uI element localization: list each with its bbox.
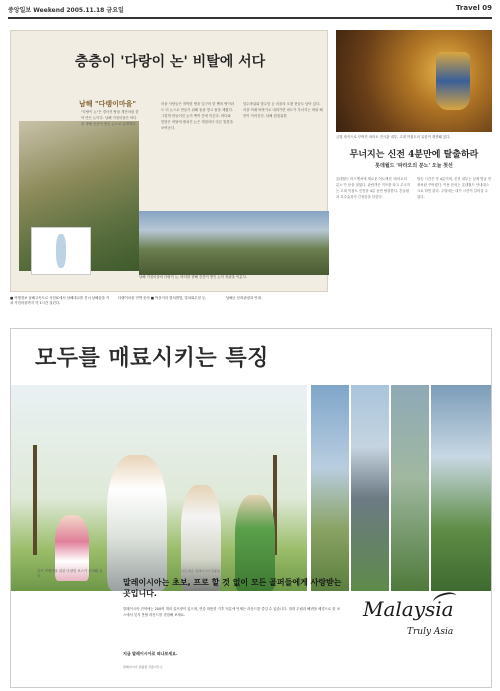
golf-course-photo: [311, 385, 349, 591]
palm-tree: [33, 445, 37, 555]
publication-name: 중앙일보 Weekend 2005.11.18 금요일: [8, 7, 124, 14]
golf-scene-photo: [11, 385, 307, 591]
article-subtitle: 남해 "다랭이마을": [79, 100, 137, 108]
article-title: 층층이 '다랑이 논' 비탈에 서다: [74, 54, 266, 70]
village-photo: [139, 211, 329, 275]
golf-course-photo: [391, 385, 429, 591]
pharaoh-statue: [436, 52, 470, 110]
article-column: 탑승 시간은 약 4분이며, 신전 내부는 실제 발굴 현장처럼 꾸며졌다. 이용 문의는 롯데월드 안내데스크로 하면 된다. 주말에는 대기 시간이 길어질 수 있다.: [417, 177, 492, 199]
article-column: "다랑이 논"은 경사진 땅을 계단처럼 깎아 만든 논이다. 남해 가천마을은 바다를 향해 층층이 쌓인 논으로 유명하다.: [81, 110, 139, 126]
photo-caption: 금빛 장식으로 꾸며진 파라오 전시관 내부. 고대 이집트의 유물이 재현돼 있다.: [336, 135, 451, 139]
location-map: [31, 227, 91, 275]
article-subtitle: 롯데월드 '파라오의 분노' 오늘 첫선: [375, 163, 453, 169]
pharaoh-photo: [336, 30, 492, 132]
article-column: 암수바위와 밥무덤 등 마을의 오랜 풍습도 남아 있다. 마을 아래 바닷가로 내려가면 파도가 부서지는 바위 해안이 이어진다. 남해 편집위원: [243, 102, 323, 118]
photo-caption: 남해 가천마을의 다랑이 논. 바다를 향해 층층이 쌓인 논이 장관을 이룬다.: [139, 275, 247, 279]
malaysia-logo: [363, 591, 483, 651]
logo-tagline: Truly Asia: [407, 627, 454, 637]
golf-course-photo: [431, 385, 491, 591]
page-header: [8, 3, 492, 19]
article-column: 마을 사람들은 척박한 땅을 일구어 한 뼘의 땅이라도 더 논으로 만들기 위해 돌을 쌓고 흙을 채웠다. 그렇게 만들어진 논이 백여 층에 이른다. 바다와 맞닿은 비탈에 펼쳐진 논은 계절마다 다른 빛깔을 보여준다.: [161, 102, 235, 130]
ad-call-to-action: 지금 말레이시아로 떠나보세요.: [123, 651, 178, 656]
travel-info: [10, 296, 328, 318]
article-column: 롯데월드 어드벤처에 새로운 어트랙션 '파라오의 분노'가 문을 열었다. 관람객은 지프를 타고 무너지는 고대 이집트 신전을 4분 동안 탈출한다. 흔들림과 특수효과가 긴장감을 더한다.: [336, 177, 410, 199]
logo-wordmark: Malaysia: [363, 597, 454, 621]
section-label: Travel 09: [455, 4, 492, 12]
article-title: 무너지는 신전 4분만에 탈출하라: [349, 150, 479, 160]
ad-tagline: 말레이시아는 초보, 프로 할 것 없이 모든 골퍼들에게 사랑받는 곳입니다.: [123, 578, 342, 598]
info-column: ■ 여행정보 남해고속도로 사천IC에서 남해대교를 건너 남해읍을 거쳐 가천마을까지 약 1시간 걸린다.: [10, 296, 110, 305]
info-column: 다랭이마을 민박 문의 ■ 먹을거리 멸치쌈밥, 멸치회무침 등.: [118, 296, 207, 300]
twin-towers-photo: [351, 385, 389, 591]
golfer-man: [181, 485, 221, 591]
ad-caption: 골프 여행객을 위한 다양한 코스가 준비돼 있다.: [37, 569, 103, 578]
ad-body: 말레이시아 전역에는 200여 개의 골프장이 있으며, 연중 따뜻한 기후 덕분에 언제든 라운드를 즐길 수 있습니다. 열대 우림과 해변을 배경으로 한 코스에서 잊지 못할 라운드를 경험해 보세요.: [123, 607, 340, 617]
ad-credit: 사진 제공: 말레이시아 관광청: [181, 569, 220, 573]
info-column: 남해군 문화관광과 안내.: [226, 296, 262, 300]
article-terrace-rice: [10, 30, 328, 292]
ad-footer: 말레이시아 관광청 서울사무소: [123, 665, 163, 669]
golfer-man: [107, 455, 167, 591]
ad-headline: 모두를 매료시키는 특징: [35, 346, 269, 371]
malaysia-golf-ad: [10, 328, 492, 688]
